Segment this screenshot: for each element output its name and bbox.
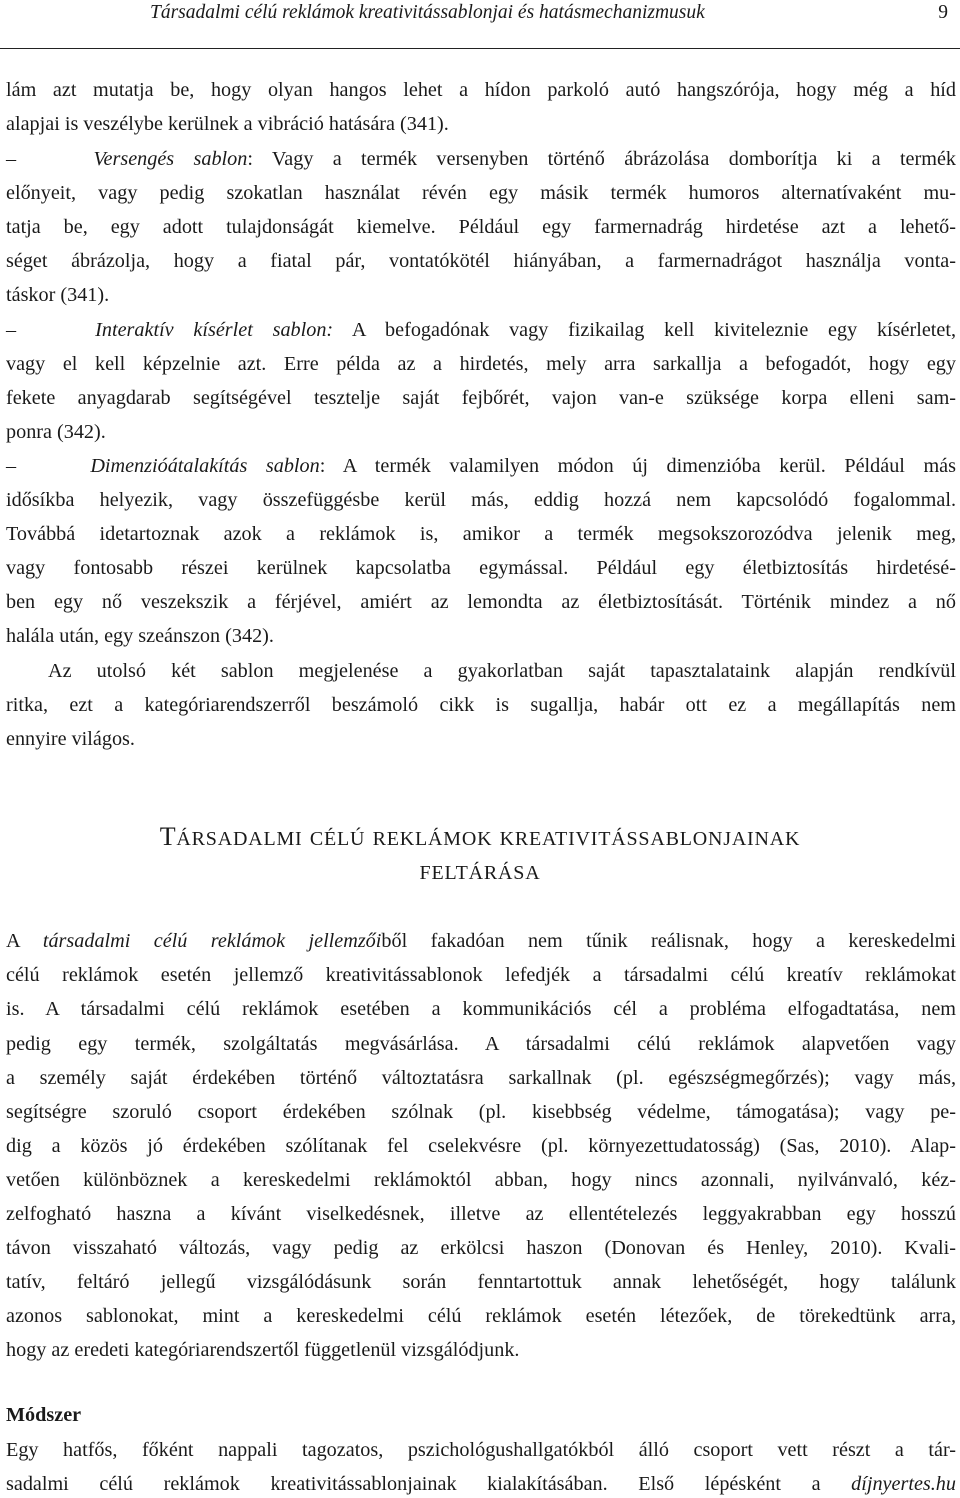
body-line: a személy saját érdekében történő változtatásra sarkallnak (pl. egészségmegőrzés); vagy más,: [6, 1067, 956, 1089]
list-item-dimenzio: [6, 452, 956, 480]
body-line: dig a közös jó érdekében szólítanak fel cselekvésre (pl. környezettudatosság) (Sas, 2010). Alap-: [6, 1135, 956, 1157]
list-item-versenges: [6, 145, 956, 173]
section-heading-line-1: TÁRSADALMI CÉLÚ REKLÁMOK KREATIVITÁSSABLONJAINAK: [159, 822, 801, 851]
term-text: A befogadónak vagy fizikailag kell kiviteleznie egy kísérletet,: [333, 319, 957, 341]
paragraph-first-line: A társadalmi célú reklámok jellemzőiből fakadóan nem tűnik reálisnak, hogy a kereskedelmi: [6, 930, 956, 952]
body-line: ponra (342).: [6, 421, 106, 443]
term-name: Versengés sablon: [93, 148, 248, 170]
body-line: idősíkba helyezik, vagy összefüggésbe kerül más, eddig hozzá nem kapcsolódó fogalommal.: [6, 489, 956, 511]
paragraph-first-line: Az utolsó két sablon megjelenése a gyakorlatban saját tapasztalataink alapján rendkívül: [48, 660, 956, 682]
body-line: távon visszaható változás, vagy pedig az erkölcsi haszon (Donovan és Henley, 2010). Kvali-: [6, 1237, 956, 1259]
body-line: séget ábrázolja, hogy a fiatal pár, vontatókötél hiányában, a farmernadrágot használja vonta-: [6, 250, 956, 272]
body-line: táskor (341).: [6, 284, 110, 306]
body-line: ennyire világos.: [6, 728, 135, 750]
term-name: Dimenzióátalakítás sablon: [90, 455, 320, 477]
body-line: tatja be, egy adott tulajdonságát kiemelve. Például egy farmernadrág hirdetése azt a lehető-: [6, 216, 956, 238]
body-line: lám azt mutatja be, hogy olyan hangos lehet a hídon parkoló autó hangszórója, hogy még a híd: [6, 79, 956, 101]
body-line: pedig egy termék, szolgáltatás megvásárlása. A társadalmi célú reklámok alapvetően vagy: [6, 1033, 956, 1055]
list-item-interaktiv: [6, 316, 956, 344]
body-line: vagy fontosabb részei kerülnek kapcsolatba egymással. Például egy életbiztosítás hirdetésé-: [6, 557, 956, 579]
body-line: ben egy nő veszekszik a férjével, amiért az lemondta az életbiztosítását. Történik mindez a nő: [6, 591, 956, 613]
term-text: : A termék valamilyen módon új dimenzióba kerül. Például más: [319, 455, 956, 477]
running-header: [0, 0, 960, 49]
emphasis: társadalmi célú reklámok jellemzői: [42, 930, 382, 952]
body-line: célú reklámok esetén jellemző kreativitássablonok lefedjék a társadalmi célú kreatív reklámokat: [6, 964, 956, 986]
emphasis: díjnyertes.hu: [851, 1473, 956, 1495]
body-line: hogy az eredeti kategóriarendszertől függetlenül vizsgálódjunk.: [6, 1339, 520, 1361]
body-line: előnyeit, vagy pedig szokatlan használat révén egy másik termék humoros alternatívaként mu-: [6, 182, 956, 204]
body-line: is. A társadalmi célú reklámok esetében a kommunikációs cél a probléma elfogadtatása, nem: [6, 998, 956, 1020]
body-line: azonos sablonokat, mint a kereskedelmi célú reklámok esetén létezőek, de törekedtünk arra,: [6, 1305, 956, 1327]
subheading-method: Módszer: [6, 1404, 82, 1426]
term-name: Interaktív kísérlet sablon:: [95, 319, 334, 341]
body-line: halála után, egy szeánszon (342).: [6, 625, 274, 647]
page-number: 9: [938, 2, 948, 23]
body-line: vagy el kell képzelnie azt. Erre példa az a hirdetés, mely arra sarkallja a befogadót, hogy egy: [6, 353, 956, 375]
term-text: : Vagy a termék versenyben történő ábrázolása domborítja ki a termék: [247, 148, 956, 170]
dash: –: [6, 319, 17, 341]
body-line: Egy hatfős, főként nappali tagozatos, pszichológushallgatókból álló csoport vett részt a tár-: [6, 1439, 956, 1461]
dash: –: [6, 455, 17, 477]
body-line: ritka, ezt a kategóriarendszerről beszámoló cikk is sugallja, habár ott ez a megállapítás nem: [6, 694, 956, 716]
body-line: alapjai is veszélybe kerülnek a vibráció hatására (341).: [6, 113, 449, 135]
body-line: Továbbá idetartoznak azok a reklámok is, amikor a termék megsokszorozódva jelenik meg,: [6, 523, 956, 545]
body-line: tatív, feltáró jellegű vizsgálódásunk során fenntartottuk annak lehetőségét, hogy találunk: [6, 1271, 956, 1293]
header-title: Társadalmi célú reklámok kreativitássablonjai és hatásmechanizmusuk: [150, 2, 705, 23]
section-heading-line-2: FELTÁRÁSA: [419, 862, 541, 884]
body-line: zelfogható haszna a kívánt viselkedésnek, illetve az ellentételezés leggyakrabban egy hosszú: [6, 1203, 956, 1225]
body-line: vetően különböznek a kereskedelmi reklámoktól abban, hogy nincs azonnali, nyilvánvaló, kéz-: [6, 1169, 956, 1191]
dash: –: [6, 148, 17, 170]
body-line: segítségre szoruló csoport érdekében szólnak (pl. kisebbség védelme, támogatása); vagy pe-: [6, 1101, 956, 1123]
body-line: sadalmi célú reklámok kreativitássablonjainak kialakításában. Első lépésként a díjnyertes.hu: [6, 1473, 956, 1495]
body-line: fekete anyagdarab segítségével tesztelje saját fejbőrét, vajon van-e szüksége korpa elleni sam-: [6, 387, 956, 409]
